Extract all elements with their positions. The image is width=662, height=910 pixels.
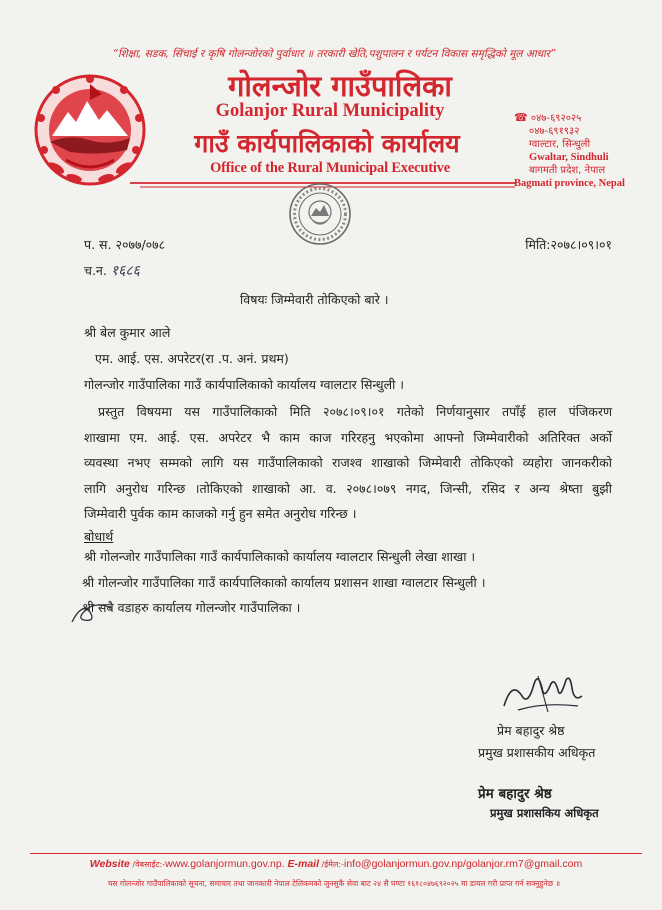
dispatch-number: १६८६ (110, 263, 140, 279)
stamp-name: प्रेम बहादुर श्रेष्ठ (478, 786, 552, 802)
recipient-name: श्री बेल कुमार आले (84, 325, 171, 340)
address-np-2: बागमती प्रदेश, नेपाल (529, 165, 606, 176)
cc-item: श्री गोलन्जोर गाउँपालिका गाउँ कार्यपालिकाको कार्यालय ग्वालटार सिन्धुली लेखा शाखा । (84, 549, 476, 564)
email-label-np: /ईमेल:- (319, 860, 344, 869)
body-line: व्यवस्था नभए सम्मको लागि यस गाउँपालिकाको राजश्व शाखाको जिम्मेवारी तोकिएको व्यहोरा जानकरीको (84, 455, 612, 471)
body-line: शाखामा एम. आई. एस. अपरेटर भै काम काज गरिरहनु भएकोमा आफ्नो जिम्मेवारीको अतिरिक्त अर्को (84, 429, 612, 445)
email-address: info@golanjormun.gov.np/golanjor.rm7@gmail.com (343, 858, 583, 870)
recipient-office: गोलन्जोर गाउँपालिका गाउँ कार्यपालिकाको कार्यालय ग्वालटार सिन्धुली । (84, 377, 405, 392)
municipality-name-np: गोलन्जोर गाउँपालिका (228, 69, 452, 103)
recipient-designation: एम. आई. एस. अपरेटर(रा .प. अनं. प्रथम) (95, 351, 289, 366)
body-line: लागि अनुरोध गरिन्छ ।तोकिएको शाखाको आ. व. २०७८।०७९ नगद, जिन्सी, रसिद र अन्य श्रेष्ता बुझी (84, 480, 612, 496)
reference-number: प. स. २०७७/०७८ (84, 237, 166, 252)
website-url: www.golanjormun.gov.np. (165, 858, 285, 870)
address-np-1: ग्वाल्टार, सिन्धुली (529, 139, 591, 150)
pen-mark (68, 598, 116, 628)
office-seal (287, 181, 353, 247)
stamp-designation: प्रमुख प्रशासकिय अधिकृत (490, 806, 599, 820)
address-en-1: Gwaltar, Sindhuli (529, 152, 609, 163)
signature (498, 666, 590, 718)
motto: “शिक्षा, सडक, सिंचाई र कृषि गोलन्जोरको पुर्वाधार ॥ तरकारी खेति,पशुपालन र पर्यटन विकास समृद्धिको मूल आधार” (112, 48, 556, 60)
cc-item: श्री सबै वडाहरु कार्यालय गोलन्जोर गाउँपालिका । (82, 600, 301, 615)
email-label: E-mail (284, 858, 320, 870)
letter-date: मिति:२०७८।०९।०१ (525, 237, 612, 252)
footer-notice: यस गोलन्जोर गाउँपालिकाको सूचना, समाचार तथा जानकारी नेपाल टेलिकमको जुनसुकै सेवा बाट २४ सै घण्टा १६१८०४७६९२०२५ मा डायल गरी प्राप्त गर्न सक्नुहुनेछ ॥ (107, 879, 561, 888)
website-label: Website (89, 858, 130, 870)
contact-block (514, 111, 654, 190)
letter-body (84, 399, 612, 527)
dispatch-line (84, 262, 140, 280)
phone-number: ०४७-६९१९३२ (529, 126, 580, 137)
signatory-name: प्रेम बहादुर श्रेष्ठ (497, 723, 565, 738)
cc-item: श्री गोलन्जोर गाउँपालिका गाउँ कार्यपालिकाको कार्यालय प्रशासन शाखा ग्वालटार सिन्धुली । (82, 575, 486, 590)
office-name-en: Office of the Rural Municipal Executive (210, 160, 450, 176)
office-name-np: गाउँ कार्यपालिकाको कार्यालय (194, 129, 460, 158)
footer-contacts (30, 858, 642, 870)
signatory-designation: प्रमुख प्रशासकीय अधिकृत (478, 745, 596, 760)
subject: विषयः जिम्मेवारी तोकिएको बारे । (240, 292, 389, 307)
body-line: जिम्मेवारी पुर्वक काम काजको गर्नु हुन समेत अनुरोध गरिन्छ । (84, 506, 357, 522)
phone-row-1 (514, 111, 654, 125)
address-en-2: Bagmati province, Nepal (514, 178, 625, 189)
dispatch-label: च.न. (84, 263, 107, 278)
body-line: प्रस्तुत विषयमा यस गाउँपालिकाको मिति २०७८।०९।०१ गतेको निर्णयानुसार तपाँई हाल पंजिकरण (98, 404, 612, 419)
phone-number: ०४७-६९२०२५ (530, 113, 582, 124)
footer-divider (30, 853, 642, 854)
nepal-emblem-icon (26, 70, 154, 188)
cc-title: बोधार्थ (84, 529, 114, 544)
phone-icon: ☎ (514, 111, 528, 124)
municipality-name-en: Golanjor Rural Municipality (215, 101, 445, 121)
website-label-np: /वेबसाईट:- (129, 860, 166, 869)
